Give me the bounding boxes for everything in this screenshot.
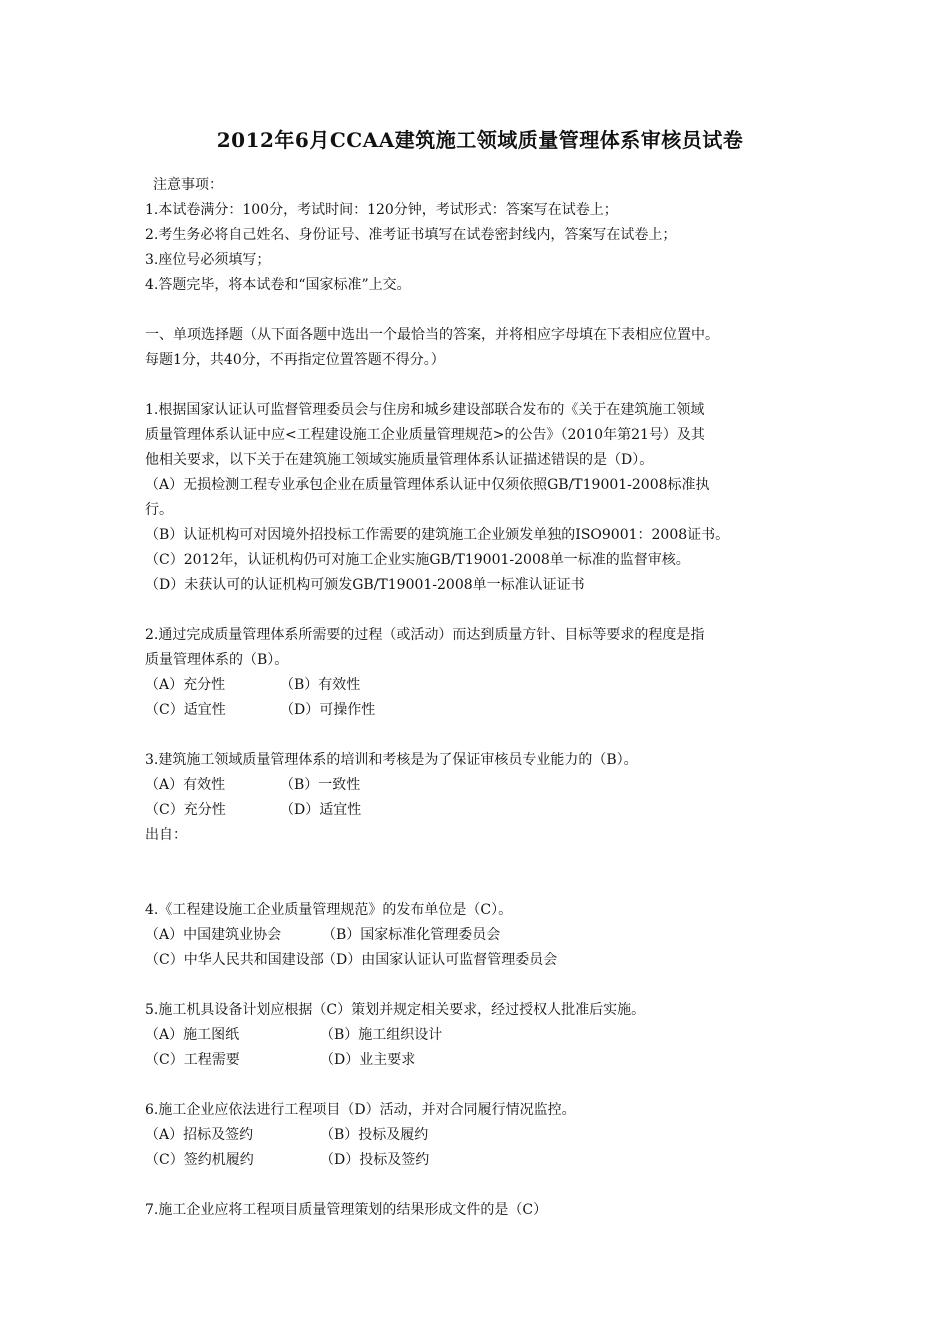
option-d: （D）适宜性 bbox=[280, 802, 362, 818]
question-5 bbox=[145, 998, 815, 1073]
source-note: 出自： bbox=[145, 827, 187, 843]
question-stem: 5.施工机具设备计划应根据（C）策划并规定相关要求，经过授权人批准后实施。 bbox=[145, 1002, 646, 1018]
question-3 bbox=[145, 748, 815, 848]
question-stem: 6.施工企业应依法进行工程项目（D）活动，并对合同履行情况监控。 bbox=[145, 1102, 576, 1118]
option-a: （A）无损检测工程专业承包企业在质量管理体系认证中仅须依照GB/T19001-2008标准执 bbox=[145, 477, 710, 493]
section-heading bbox=[145, 323, 815, 373]
question-stem: 他相关要求，以下关于在建筑施工领域实施质量管理体系认证描述错误的是（D）。 bbox=[145, 452, 654, 468]
question-stem: 7.施工企业应将工程项目质量管理策划的结果形成文件的是（C） bbox=[145, 1202, 548, 1218]
option-d: （D）可操作性 bbox=[280, 702, 376, 718]
question-stem: 3.建筑施工领域质量管理体系的培训和考核是为了保证审核员专业能力的（B）。 bbox=[145, 752, 638, 768]
option-a: （A）中国建筑业协会 bbox=[145, 927, 282, 943]
question-4 bbox=[145, 898, 815, 973]
option-b: （B）国家标准化管理委员会 bbox=[322, 927, 501, 943]
question-1 bbox=[145, 398, 815, 598]
option-c: （C）工程需要 bbox=[145, 1052, 240, 1068]
option-c: （C）中华人民共和国建设部 bbox=[145, 952, 324, 968]
option-a: （A）施工图纸 bbox=[145, 1027, 240, 1043]
option-c: （C）适宜性 bbox=[145, 702, 226, 718]
section-heading-line: 一、单项选择题（从下面各题中选出一个最恰当的答案，并将相应字母填在下表相应位置中。 bbox=[145, 327, 719, 343]
option-b: （B）一致性 bbox=[280, 777, 361, 793]
section-heading-line: 每题1分，共40分，不再指定位置答题不得分。） bbox=[145, 352, 445, 368]
question-stem: 1.根据国家认证认可监督管理委员会与住房和城乡建设部联合发布的《关于在建筑施工领域 bbox=[145, 402, 705, 418]
exam-page bbox=[145, 124, 815, 1223]
question-stem: 质量管理体系认证中应<工程建设施工企业质量管理规范>的公告》（2010年第21号）及其 bbox=[145, 427, 705, 443]
option-d: （D）投标及签约 bbox=[320, 1152, 430, 1168]
notice-heading: 注意事项： bbox=[153, 177, 223, 193]
option-a: （A）充分性 bbox=[145, 677, 226, 693]
question-2 bbox=[145, 623, 815, 723]
option-a: （A）招标及签约 bbox=[145, 1127, 254, 1143]
option-c: （C）充分性 bbox=[145, 802, 226, 818]
option-b: （B）投标及履约 bbox=[320, 1127, 429, 1143]
notice-item: 2.考生务必将自己姓名、身份证号、准考证书填写在试卷密封线内，答案写在试卷上； bbox=[145, 227, 677, 243]
question-7 bbox=[145, 1198, 815, 1223]
notice-section bbox=[145, 173, 815, 298]
option-d: （D）未获认可的认证机构可颁发GB/T19001-2008单一标准认证证书 bbox=[145, 577, 585, 593]
option-b: （B）认证机构可对因境外招投标工作需要的建筑施工企业颁发单独的ISO9001：2008证书。 bbox=[145, 527, 730, 543]
question-6 bbox=[145, 1098, 815, 1173]
notice-item: 1.本试卷满分：100分，考试时间：120分钟，考试形式：答案写在试卷上； bbox=[145, 202, 618, 218]
option-b: （B）施工组织设计 bbox=[320, 1027, 443, 1043]
question-stem: 2.通过完成质量管理体系所需要的过程（或活动）而达到质量方针、目标等要求的程度是指 bbox=[145, 627, 705, 643]
option-a-continued: 行。 bbox=[145, 502, 173, 518]
option-d: （D）业主要求 bbox=[320, 1052, 416, 1068]
notice-item: 3.座位号必须填写； bbox=[145, 252, 271, 268]
question-stem: 质量管理体系的（B）。 bbox=[145, 652, 289, 668]
option-b: （B）有效性 bbox=[280, 677, 361, 693]
option-d: （D）由国家认证认可监督管理委员会 bbox=[322, 952, 558, 968]
option-c: （C）签约机履约 bbox=[145, 1152, 254, 1168]
option-c: （C）2012年，认证机构仍可对施工企业实施GB/T19001-2008单一标准的监督审核。 bbox=[145, 552, 690, 568]
exam-title: 2012年6月CCAA建筑施工领域质量管理体系审核员试卷 bbox=[216, 128, 744, 152]
notice-item: 4.答题完毕，将本试卷和“国家标准”上交。 bbox=[145, 277, 411, 293]
option-a: （A）有效性 bbox=[145, 777, 226, 793]
question-stem: 4.《工程建设施工企业质量管理规范》的发布单位是（C）。 bbox=[145, 902, 513, 918]
